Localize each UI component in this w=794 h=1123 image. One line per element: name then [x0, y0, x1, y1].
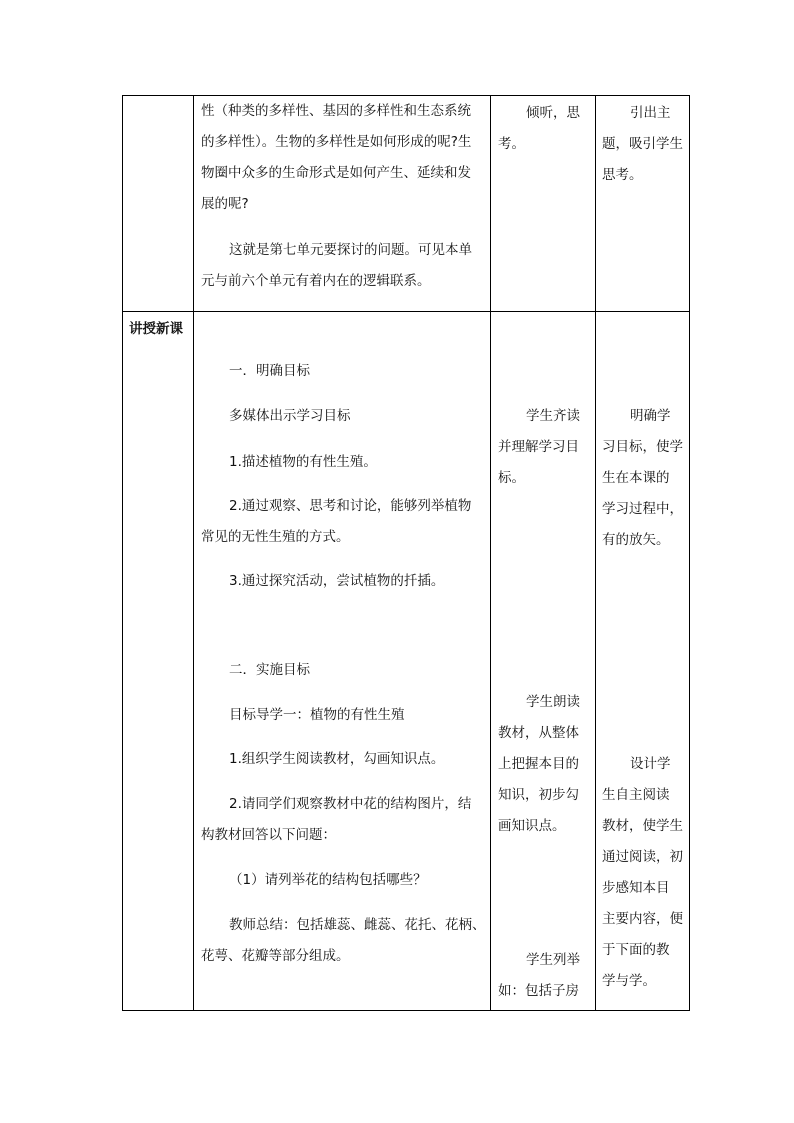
student-line: 上把握本目的: [498, 756, 579, 772]
student-line: 知识，初步勾: [498, 787, 579, 803]
content-line: 展的呢?: [201, 196, 249, 212]
student-line: 教材，从整体: [498, 725, 579, 741]
goal-item: 2.通过观察、思考和讨论，能够列举植物: [229, 498, 472, 514]
intent-line: 思考。: [602, 167, 643, 183]
intent-line: 生自主阅读: [602, 787, 670, 803]
row-divider: [123, 311, 689, 312]
intent-line: 通过阅读，初: [602, 849, 683, 865]
goal-item: 3.通过探究活动，尝试植物的扦插。: [229, 573, 445, 589]
content-line: 的多样性）。生物的多样性是如何形成的呢?生: [201, 134, 472, 150]
intent-line: 于下面的教: [602, 942, 670, 958]
intent-line: 步感知本目: [602, 880, 670, 896]
content-line: 性（种类的多样性、基因的多样性和生态系统: [201, 103, 471, 119]
intent-line: 引出主: [630, 105, 671, 121]
student-line: 标。: [498, 470, 525, 486]
column-divider: [193, 96, 194, 1010]
intent-line: 题，吸引学生: [602, 136, 683, 152]
intent-line: 主要内容，便: [602, 911, 683, 927]
summary-line: 花萼、花瓣等部分组成。: [201, 948, 350, 964]
question-item: （1）请列举花的结构包括哪些？: [229, 872, 427, 888]
step-item: 2.请同学们观察教材中花的结构图片，结: [229, 796, 472, 812]
content-line: 元与前六个单元有着内在的逻辑联系。: [201, 273, 431, 289]
section-label: 讲授新课: [129, 321, 183, 337]
goal-item: 1.描述植物的有性生殖。: [229, 454, 377, 470]
student-line: 画知识点。: [498, 818, 566, 834]
student-line: 学生齐读: [526, 408, 580, 424]
lesson-plan-table: [122, 95, 690, 1011]
intent-line: 教材，使学生: [602, 818, 683, 834]
student-line: 并理解学习目: [498, 439, 579, 455]
heading-objectives: 一．明确目标: [229, 363, 310, 379]
goal-item: 常见的无性生殖的方式。: [201, 529, 350, 545]
intent-line: 学与学。: [602, 973, 656, 989]
intent-line: 学习过程中，: [602, 501, 683, 517]
step-item: 构教材回答以下问题：: [201, 827, 336, 843]
heading-implementation: 二．实施目标: [229, 662, 310, 678]
intent-line: 明确学: [630, 408, 671, 424]
intent-line: 设计学: [630, 756, 671, 772]
content-line: 这就是第七单元要探讨的问题。可见本单: [229, 242, 472, 258]
guide-title: 目标导学一：植物的有性生殖: [229, 707, 405, 723]
content-line: 物圈中众多的生命形式是如何产生、延续和发: [201, 165, 471, 181]
intent-line: 习目标，使学: [602, 439, 683, 455]
intent-line: 有的放矢。: [602, 532, 670, 548]
student-line: 学生列举: [526, 952, 580, 968]
summary-line: 教师总结：包括雄蕊、雌蕊、花托、花柄、: [229, 917, 486, 933]
student-line: 倾听，思: [526, 105, 580, 121]
column-divider: [490, 96, 491, 1010]
column-divider: [595, 96, 596, 1010]
student-line: 学生朗读: [526, 694, 580, 710]
content-line: 多媒体出示学习目标: [229, 408, 351, 424]
student-line: 考。: [498, 136, 525, 152]
intent-line: 生在本课的: [602, 470, 670, 486]
step-item: 1.组织学生阅读教材，勾画知识点。: [229, 751, 445, 767]
student-line: 如：包括子房: [498, 983, 579, 999]
